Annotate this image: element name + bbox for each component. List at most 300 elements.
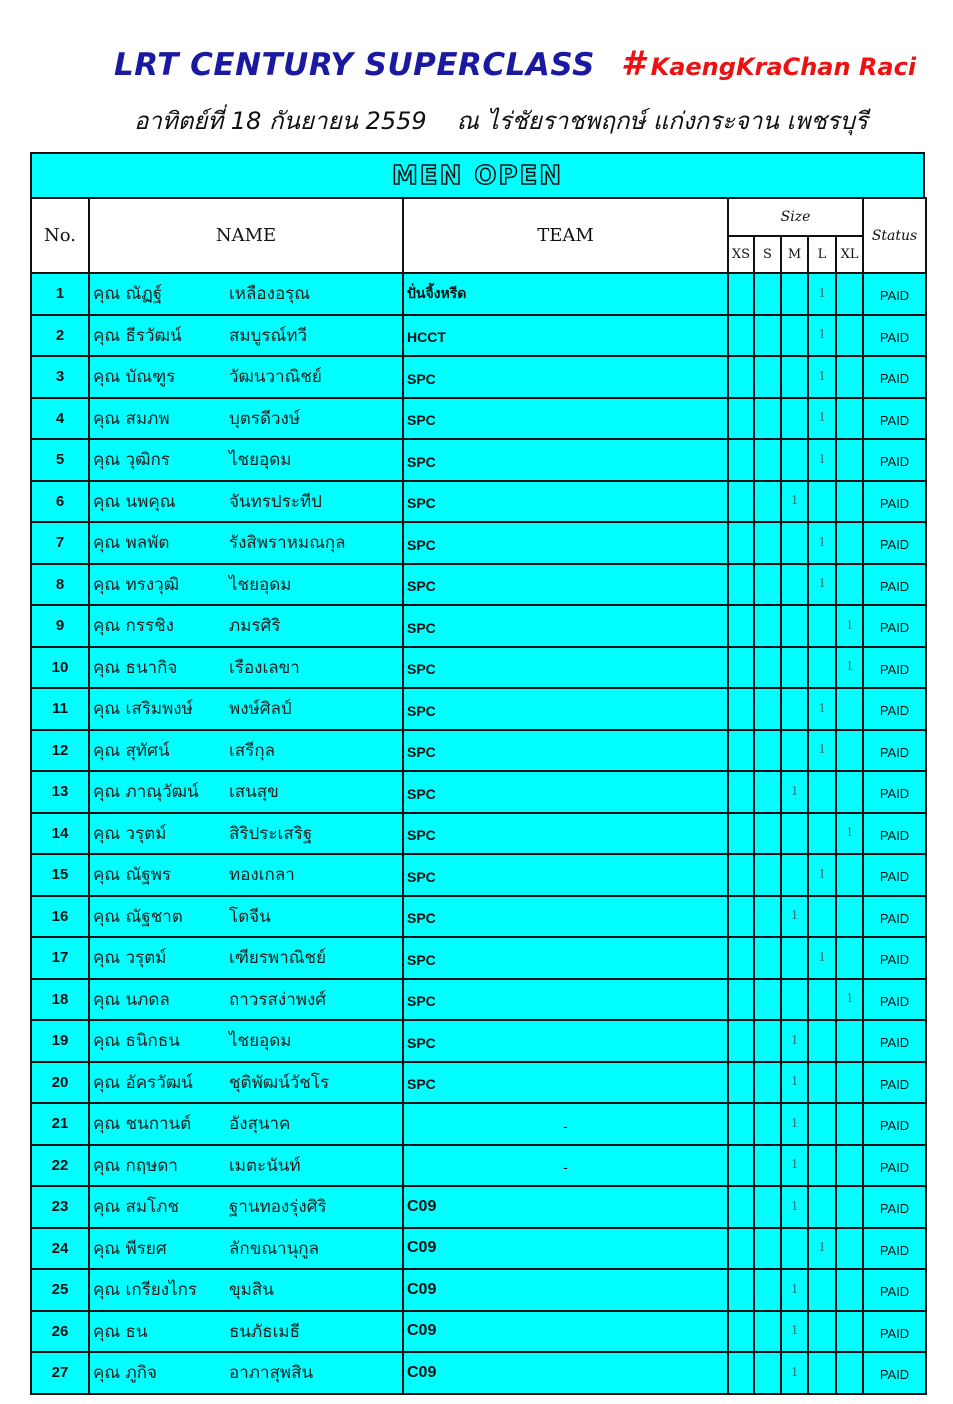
size-cell-m — [781, 854, 808, 896]
participant-first-name: คุณ ณัฐพร — [93, 865, 172, 886]
participant-name — [89, 771, 403, 813]
participant-first-name: คุณ เสริมพงษ์ — [93, 699, 193, 720]
size-cell-xs — [728, 1062, 754, 1104]
size-cell-s — [754, 273, 781, 315]
size-cell-xl — [836, 1103, 863, 1145]
participant-last-name: ถาวรสง่าพงศ์ — [229, 989, 327, 1010]
size-cell-xl — [836, 854, 863, 896]
team-name: SPC — [403, 439, 728, 481]
team-name: C09 — [403, 1311, 728, 1353]
participant-last-name: ธนภัธเมธี — [229, 1321, 300, 1342]
participant-last-name: เฑียรพาณิชย์ — [229, 948, 327, 969]
participant-name — [89, 1352, 403, 1394]
size-cell-l — [808, 771, 836, 813]
col-header-size-s: S — [754, 236, 781, 273]
table-row — [31, 896, 926, 938]
participant-last-name: สมบูรณ์ทวี — [229, 325, 308, 346]
size-cell-m — [781, 1228, 808, 1270]
size-cell-xs — [728, 1228, 754, 1270]
size-cell-s — [754, 813, 781, 855]
size-cell-m: 1 — [781, 1062, 808, 1104]
participant-name — [89, 1228, 403, 1270]
team-name: SPC — [403, 481, 728, 523]
size-cell-s — [754, 1062, 781, 1104]
col-header-size-xl: XL — [836, 236, 863, 273]
participant-first-name: คุณ วรุตม์ — [93, 823, 167, 844]
table-row — [31, 522, 926, 564]
participant-first-name: คุณ บัณฑูร — [93, 367, 176, 388]
size-cell-xl — [836, 937, 863, 979]
participant-last-name: บุตรดีวงษ์ — [229, 408, 301, 429]
team-name: SPC — [403, 896, 728, 938]
team-name: C09 — [403, 1228, 728, 1270]
size-cell-s — [754, 937, 781, 979]
table-row — [31, 1269, 926, 1311]
participant-name — [89, 481, 403, 523]
col-header-size-xs: XS — [728, 236, 754, 273]
participant-first-name: คุณ กรรชิง — [93, 616, 174, 637]
size-cell-s — [754, 1103, 781, 1145]
size-cell-xs — [728, 1352, 754, 1394]
row-number: 7 — [31, 522, 89, 564]
table-row — [31, 1352, 926, 1394]
participant-name — [89, 1062, 403, 1104]
size-cell-xs — [728, 854, 754, 896]
participant-name — [89, 398, 403, 440]
row-number: 6 — [31, 481, 89, 523]
table-row — [31, 1228, 926, 1270]
participant-name — [89, 439, 403, 481]
participant-last-name: ทองเกลา — [229, 865, 295, 886]
size-cell-m: 1 — [781, 1352, 808, 1394]
event-date-venue — [134, 101, 868, 140]
size-cell-s — [754, 1020, 781, 1062]
status-badge: PAID — [863, 1352, 926, 1394]
participant-last-name: เหลืองอรุณ — [229, 284, 311, 305]
registration-table — [30, 197, 927, 1395]
size-cell-s — [754, 647, 781, 689]
size-cell-s — [754, 1269, 781, 1311]
participant-last-name: ไชยอุดม — [229, 574, 292, 595]
table-row — [31, 1186, 926, 1228]
row-number: 20 — [31, 1062, 89, 1104]
row-number: 22 — [31, 1145, 89, 1187]
size-cell-xl — [836, 315, 863, 357]
row-number: 12 — [31, 730, 89, 772]
size-cell-l — [808, 1020, 836, 1062]
size-cell-l — [808, 1311, 836, 1353]
row-number: 11 — [31, 688, 89, 730]
size-cell-l — [808, 1145, 836, 1187]
size-cell-m — [781, 605, 808, 647]
size-cell-xl — [836, 688, 863, 730]
status-badge: PAID — [863, 1103, 926, 1145]
status-badge: PAID — [863, 1311, 926, 1353]
participant-name — [89, 1311, 403, 1353]
team-name: SPC — [403, 937, 728, 979]
size-cell-s — [754, 1311, 781, 1353]
size-cell-xs — [728, 273, 754, 315]
participant-first-name: คุณ ภูกิจ — [93, 1363, 158, 1384]
team-name: SPC — [403, 356, 728, 398]
table-row — [31, 854, 926, 896]
size-cell-xs — [728, 771, 754, 813]
size-cell-xl — [836, 1228, 863, 1270]
col-header-status: Status — [863, 198, 926, 273]
participant-name — [89, 1103, 403, 1145]
participant-name — [89, 730, 403, 772]
participant-first-name: คุณ นพคุณ — [93, 491, 176, 512]
size-cell-xs — [728, 979, 754, 1021]
size-cell-xl: 1 — [836, 979, 863, 1021]
size-cell-xs — [728, 481, 754, 523]
participant-first-name: คุณ ธนิกธน — [93, 1031, 180, 1052]
table-row — [31, 1145, 926, 1187]
col-header-size: Size — [728, 198, 863, 236]
row-number: 21 — [31, 1103, 89, 1145]
size-cell-xs — [728, 730, 754, 772]
team-name: C09 — [403, 1186, 728, 1228]
size-cell-s — [754, 481, 781, 523]
row-number: 14 — [31, 813, 89, 855]
size-cell-m: 1 — [781, 481, 808, 523]
col-header-no: No. — [31, 198, 89, 273]
size-cell-xl — [836, 1352, 863, 1394]
participant-name — [89, 1145, 403, 1187]
size-cell-s — [754, 522, 781, 564]
status-badge: PAID — [863, 813, 926, 855]
size-cell-xl — [836, 398, 863, 440]
participant-name — [89, 315, 403, 357]
size-cell-xs — [728, 1145, 754, 1187]
team-name: SPC — [403, 1020, 728, 1062]
size-cell-m — [781, 730, 808, 772]
status-badge: PAID — [863, 854, 926, 896]
status-badge: PAID — [863, 1145, 926, 1187]
team-name: HCCT — [403, 315, 728, 357]
participant-last-name: ภมรศิริ — [229, 616, 281, 637]
table-row — [31, 771, 926, 813]
size-cell-l — [808, 647, 836, 689]
size-cell-xs — [728, 315, 754, 357]
row-number: 8 — [31, 564, 89, 606]
status-badge: PAID — [863, 1020, 926, 1062]
participant-name — [89, 854, 403, 896]
size-cell-xl — [836, 1020, 863, 1062]
participant-last-name: เมตะนันท์ — [229, 1155, 301, 1176]
size-cell-xl: 1 — [836, 647, 863, 689]
participant-first-name: คุณ วุฒิกร — [93, 450, 170, 471]
size-cell-xs — [728, 647, 754, 689]
size-cell-xs — [728, 1020, 754, 1062]
status-badge: PAID — [863, 647, 926, 689]
size-cell-s — [754, 730, 781, 772]
participant-first-name: คุณ ธนากิจ — [93, 657, 178, 678]
table-row — [31, 356, 926, 398]
size-cell-xl — [836, 1145, 863, 1187]
table-row — [31, 481, 926, 523]
size-cell-xs — [728, 896, 754, 938]
table-row — [31, 1020, 926, 1062]
size-cell-xs — [728, 1103, 754, 1145]
size-cell-s — [754, 771, 781, 813]
status-badge: PAID — [863, 896, 926, 938]
size-cell-xl — [836, 1269, 863, 1311]
participant-first-name: คุณ ธีรวัฒน์ — [93, 325, 182, 346]
team-name: SPC — [403, 1062, 728, 1104]
participant-last-name: ขุมสิน — [229, 1280, 274, 1301]
size-cell-s — [754, 1145, 781, 1187]
event-title — [114, 44, 916, 84]
hashtag-text: KaengKraChan Raci — [650, 53, 917, 81]
participant-name — [89, 273, 403, 315]
size-cell-l: 1 — [808, 937, 836, 979]
status-badge: PAID — [863, 1062, 926, 1104]
size-cell-l: 1 — [808, 1228, 836, 1270]
row-number: 10 — [31, 647, 89, 689]
row-number: 16 — [31, 896, 89, 938]
size-cell-m: 1 — [781, 1020, 808, 1062]
size-cell-l: 1 — [808, 273, 836, 315]
size-cell-xs — [728, 688, 754, 730]
participant-last-name: ฐานทองรุ่งศิริ — [229, 1197, 327, 1218]
table-row — [31, 688, 926, 730]
size-cell-xl — [836, 1311, 863, 1353]
size-cell-m: 1 — [781, 771, 808, 813]
team-name: C09 — [403, 1269, 728, 1311]
status-badge: PAID — [863, 1228, 926, 1270]
participant-last-name: ชุติพัฒน์วัชโร — [229, 1072, 330, 1093]
participant-first-name: คุณ นภดล — [93, 989, 170, 1010]
status-badge: PAID — [863, 273, 926, 315]
participant-first-name: คุณ อัครวัฒน์ — [93, 1072, 193, 1093]
size-cell-xl — [836, 439, 863, 481]
size-cell-m — [781, 522, 808, 564]
participant-last-name: โตจีน — [229, 906, 271, 927]
table-row — [31, 564, 926, 606]
status-badge: PAID — [863, 937, 926, 979]
size-cell-s — [754, 1352, 781, 1394]
size-cell-l: 1 — [808, 688, 836, 730]
team-name: ปั่นจิ้งหรีด — [403, 273, 728, 315]
table-row — [31, 273, 926, 315]
team-name: SPC — [403, 522, 728, 564]
size-cell-l: 1 — [808, 522, 836, 564]
participant-first-name: คุณ ธน — [93, 1321, 148, 1342]
row-number: 18 — [31, 979, 89, 1021]
team-name: SPC — [403, 730, 728, 772]
team-name: SPC — [403, 979, 728, 1021]
table-row — [31, 647, 926, 689]
event-venue: ณ ไร่ชัยราชพฤกษ์ แก่งกระจาน เพชรบุรี — [456, 107, 868, 135]
participant-last-name: สิริประเสริฐ — [229, 823, 313, 844]
status-badge: PAID — [863, 688, 926, 730]
row-number: 13 — [31, 771, 89, 813]
status-badge: PAID — [863, 1186, 926, 1228]
size-cell-xs — [728, 1311, 754, 1353]
size-cell-xs — [728, 522, 754, 564]
size-cell-l — [808, 813, 836, 855]
col-header-size-m: M — [781, 236, 808, 273]
row-number: 17 — [31, 937, 89, 979]
team-name: - — [403, 1145, 728, 1187]
size-cell-xs — [728, 439, 754, 481]
participant-last-name: เสนสุข — [229, 782, 279, 803]
size-cell-m — [781, 647, 808, 689]
table-row — [31, 1062, 926, 1104]
participant-first-name: คุณ พลพัต — [93, 533, 170, 554]
row-number: 9 — [31, 605, 89, 647]
category-title: MEN OPEN — [391, 160, 564, 191]
size-cell-l — [808, 896, 836, 938]
participant-first-name: คุณ พีรยศ — [93, 1238, 167, 1259]
table-row — [31, 1311, 926, 1353]
size-cell-xs — [728, 813, 754, 855]
status-badge: PAID — [863, 605, 926, 647]
size-cell-s — [754, 564, 781, 606]
participant-first-name: คุณ สมโภช — [93, 1197, 180, 1218]
size-cell-s — [754, 979, 781, 1021]
team-name: SPC — [403, 813, 728, 855]
participant-first-name: คุณ ชนกานต์ — [93, 1114, 192, 1135]
table-row — [31, 937, 926, 979]
size-cell-l: 1 — [808, 315, 836, 357]
participant-last-name: พงษ์ศิลป์ — [229, 699, 292, 720]
size-cell-l: 1 — [808, 854, 836, 896]
status-badge: PAID — [863, 398, 926, 440]
status-badge: PAID — [863, 730, 926, 772]
participant-name — [89, 1269, 403, 1311]
team-name: SPC — [403, 398, 728, 440]
participant-first-name: คุณ สมภพ — [93, 408, 170, 429]
status-badge: PAID — [863, 771, 926, 813]
event-title-main: LRT CENTURY SUPERCLASS — [114, 47, 595, 83]
participant-first-name: คุณ กฤษดา — [93, 1155, 178, 1176]
participant-name — [89, 356, 403, 398]
participant-first-name: คุณ ทรงวุฒิ — [93, 574, 180, 595]
size-cell-m: 1 — [781, 1103, 808, 1145]
participant-last-name: วัฒนวาณิชย์ — [229, 367, 322, 388]
status-badge: PAID — [863, 481, 926, 523]
size-cell-xs — [728, 398, 754, 440]
participant-last-name: ลักขณานุกูล — [229, 1238, 319, 1259]
participant-name — [89, 1186, 403, 1228]
status-badge: PAID — [863, 315, 926, 357]
size-cell-m — [781, 688, 808, 730]
team-name: SPC — [403, 771, 728, 813]
table-row — [31, 813, 926, 855]
size-cell-l — [808, 605, 836, 647]
size-cell-s — [754, 854, 781, 896]
size-cell-l: 1 — [808, 439, 836, 481]
size-cell-s — [754, 398, 781, 440]
status-badge: PAID — [863, 522, 926, 564]
size-cell-l — [808, 979, 836, 1021]
team-name: SPC — [403, 564, 728, 606]
row-number: 1 — [31, 273, 89, 315]
participant-name — [89, 813, 403, 855]
size-cell-xl — [836, 730, 863, 772]
size-cell-l — [808, 1352, 836, 1394]
size-cell-xl — [836, 522, 863, 564]
participant-last-name: อาภาสุพสิน — [229, 1363, 314, 1384]
col-header-size-l: L — [808, 236, 836, 273]
row-number: 15 — [31, 854, 89, 896]
category-banner — [30, 152, 925, 197]
team-name: SPC — [403, 605, 728, 647]
table-row — [31, 315, 926, 357]
size-cell-xs — [728, 937, 754, 979]
row-number: 5 — [31, 439, 89, 481]
size-cell-m — [781, 564, 808, 606]
row-number: 3 — [31, 356, 89, 398]
row-number: 26 — [31, 1311, 89, 1353]
participant-last-name: จันทรประทีป — [229, 491, 322, 512]
participant-name — [89, 979, 403, 1021]
size-cell-m: 1 — [781, 1186, 808, 1228]
size-cell-xl — [836, 564, 863, 606]
team-name: SPC — [403, 854, 728, 896]
size-cell-s — [754, 688, 781, 730]
size-cell-l — [808, 1062, 836, 1104]
size-cell-s — [754, 896, 781, 938]
participant-first-name: คุณ วรุตม์ — [93, 948, 167, 969]
participant-last-name: ไชยอุดม — [229, 1031, 292, 1052]
size-cell-m — [781, 439, 808, 481]
size-cell-m — [781, 273, 808, 315]
participant-name — [89, 937, 403, 979]
status-badge: PAID — [863, 439, 926, 481]
size-cell-xl — [836, 356, 863, 398]
status-badge: PAID — [863, 1269, 926, 1311]
size-cell-xl — [836, 1186, 863, 1228]
team-name: SPC — [403, 647, 728, 689]
size-cell-l — [808, 1269, 836, 1311]
team-name: - — [403, 1103, 728, 1145]
participant-first-name: คุณ สุทัศน์ — [93, 740, 170, 761]
participant-name — [89, 564, 403, 606]
size-cell-m — [781, 356, 808, 398]
size-cell-s — [754, 315, 781, 357]
participant-last-name: รังสิพราหมณกุล — [229, 533, 346, 554]
participant-first-name: คุณ ณัฏฐ์ — [93, 284, 163, 305]
participant-name — [89, 688, 403, 730]
size-cell-l: 1 — [808, 356, 836, 398]
size-cell-m: 1 — [781, 1311, 808, 1353]
size-cell-s — [754, 439, 781, 481]
size-cell-m — [781, 398, 808, 440]
status-badge: PAID — [863, 979, 926, 1021]
row-number: 23 — [31, 1186, 89, 1228]
table-row — [31, 398, 926, 440]
size-cell-l — [808, 1103, 836, 1145]
participant-name — [89, 647, 403, 689]
row-number: 2 — [31, 315, 89, 357]
status-badge: PAID — [863, 564, 926, 606]
size-cell-l: 1 — [808, 564, 836, 606]
participant-last-name: เรืองเลขา — [229, 657, 300, 678]
participant-name — [89, 522, 403, 564]
size-cell-m — [781, 813, 808, 855]
size-cell-m: 1 — [781, 896, 808, 938]
size-cell-xs — [728, 1186, 754, 1228]
size-cell-xs — [728, 1269, 754, 1311]
row-number: 4 — [31, 398, 89, 440]
row-number: 25 — [31, 1269, 89, 1311]
size-cell-xs — [728, 356, 754, 398]
size-cell-l: 1 — [808, 398, 836, 440]
size-cell-l: 1 — [808, 730, 836, 772]
